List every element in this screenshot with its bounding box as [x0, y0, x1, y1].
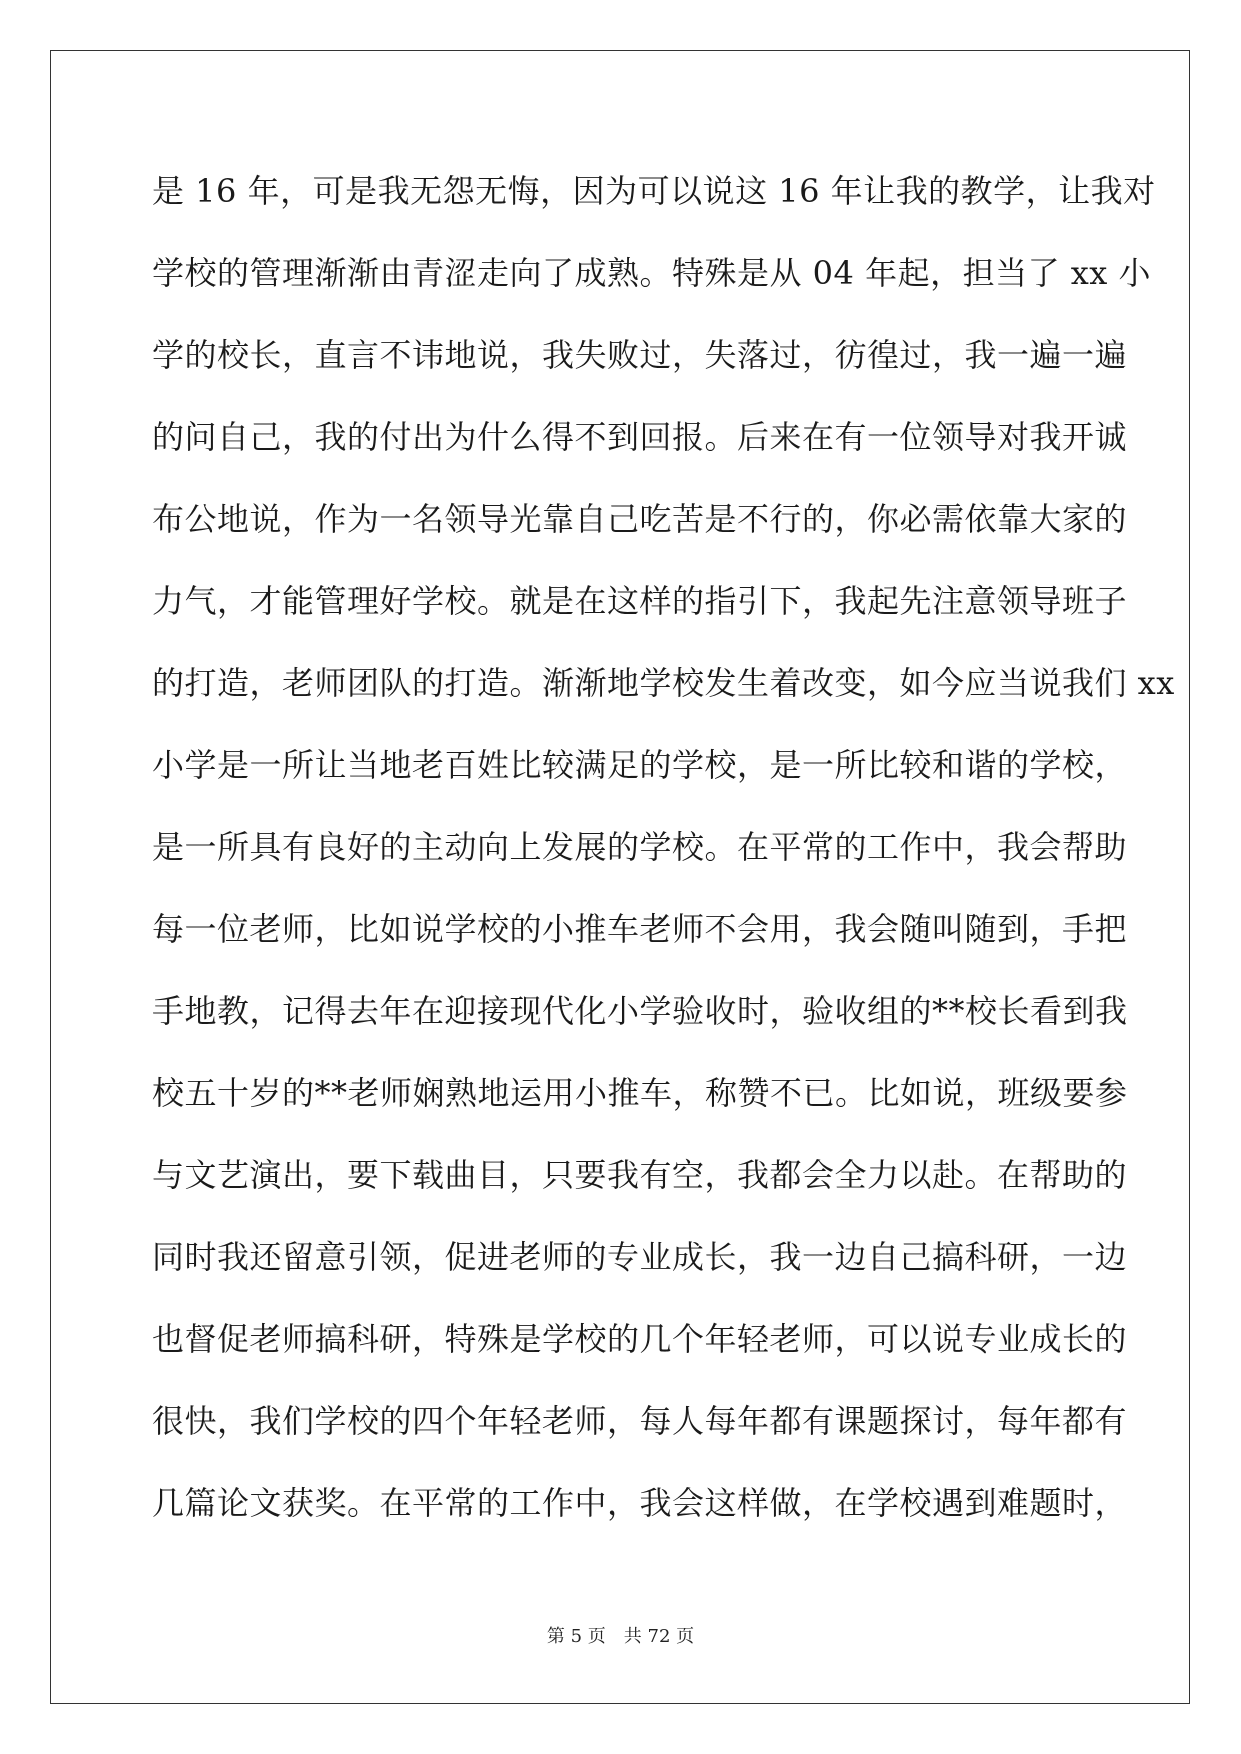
- text-line: 学的校长，直言不讳地说，我失败过，失落过，彷徨过，我一遍一遍: [152, 336, 1128, 374]
- text-line: 是一所具有良好的主动向上发展的学校。在平常的工作中，我会帮助: [152, 828, 1128, 866]
- text-line: 校五十岁的**老师娴熟地运用小推车，称赞不已。比如说，班级要参: [152, 1074, 1128, 1112]
- text-line: 很快，我们学校的四个年轻老师，每人每年都有课题探讨，每年都有: [152, 1402, 1128, 1440]
- text-line: 是 16 年，可是我无怨无悔，因为可以说这 16 年让我的教学，让我对: [152, 172, 1156, 210]
- document-body: [152, 160, 1175, 1554]
- text-line: 小学是一所让当地老百姓比较满足的学校，是一所比较和谐的学校，: [152, 746, 1128, 784]
- text-line: 与文艺演出，要下载曲目，只要我有空，我都会全力以赴。在帮助的: [152, 1156, 1128, 1194]
- text-line: 几篇论文获奖。在平常的工作中，我会这样做，在学校遇到难题时，: [152, 1484, 1128, 1522]
- text-line: 也督促老师搞科研，特殊是学校的几个年轻老师，可以说专业成长的: [152, 1320, 1128, 1358]
- text-line: 的打造，老师团队的打造。渐渐地学校发生着改变，如今应当说我们 xx: [152, 664, 1175, 702]
- text-line: 每一位老师，比如说学校的小推车老师不会用，我会随叫随到，手把: [152, 910, 1128, 948]
- text-line: 的问自己，我的付出为什么得不到回报。后来在有一位领导对我开诚: [152, 418, 1128, 456]
- text-line: 学校的管理渐渐由青涩走向了成熟。特殊是从 04 年起，担当了 xx 小: [152, 254, 1152, 292]
- text-line: 手地教，记得去年在迎接现代化小学验收时，验收组的**校长看到我: [152, 992, 1128, 1030]
- text-line: 同时我还留意引领，促进老师的专业成长，我一边自己搞科研，一边: [152, 1238, 1128, 1276]
- page-number-footer: 第 5 页 共 72 页: [546, 1626, 695, 1647]
- text-line: 布公地说，作为一名领导光靠自己吃苦是不行的，你必需依靠大家的: [152, 500, 1128, 538]
- text-line: 力气，才能管理好学校。就是在这样的指引下，我起先注意领导班子: [152, 582, 1128, 620]
